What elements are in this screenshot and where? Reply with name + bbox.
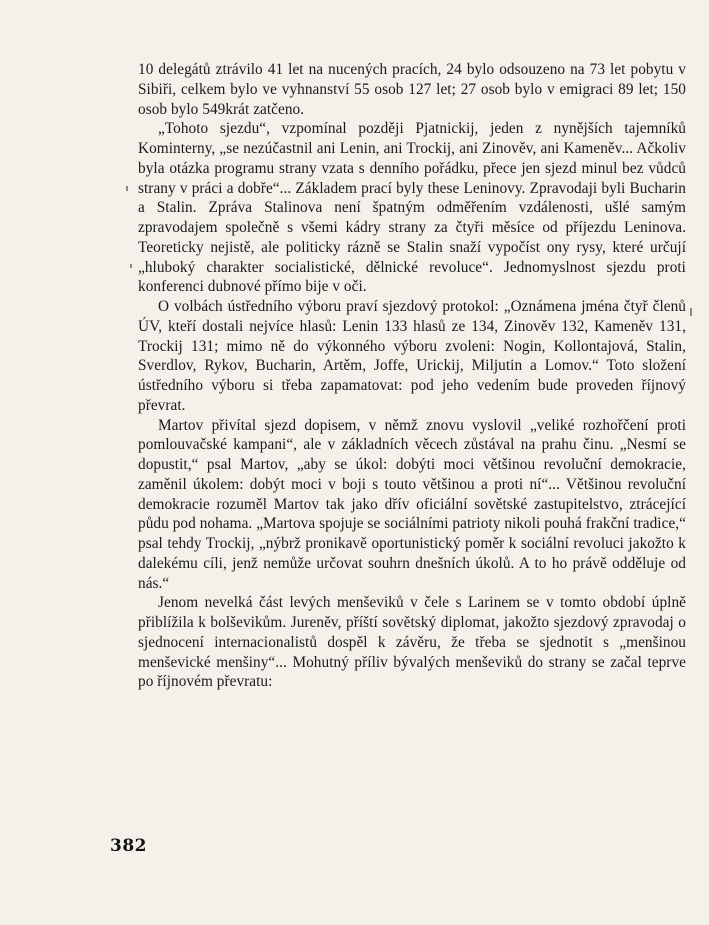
scan-mark	[126, 186, 128, 191]
paragraph-1: 10 delegátů ztrávilo 41 let na nucených pracích, 24 bylo odsouzeno na 73 let pobytu v Sibiři, celkem bylo ve vyhnanství 55 osob 127 let; 27 osob bylo v emigraci 89 let; 150 osob bylo 549krát zatčeno.	[138, 61, 686, 118]
body-text	[138, 60, 686, 692]
scan-mark	[130, 264, 132, 268]
scan-mark	[690, 308, 692, 316]
paragraph-5: Jenom nevelká část levých menševiků v čele s Larinem se v tomto období úplně přiblížila k bolševikům. Jureněv, příští sovětský diplomat, jakožto sjezdový zpravodaj o sjednocení internacionalistů dospěl k závěru, že třeba se sjednotit s „menšinou menševické menšiny“... Mohutný příliv bývalých menševiků do strany se začal teprve po říjnovém převratu:	[138, 594, 686, 691]
paragraph-4: Martov přivítal sjezd dopisem, v němž znovu vyslovil „veliké rozhořčení proti pomlouvačské kampani“, ale v základních věcech zůstával na prahu činu. „Nesmí se dopustit,“ psal Martov, „aby se úkol: dobýti moci většinou revoluční demokracie, zaměnil úkolem: dobýt moci v boji s touto většinou a proti ní“... Většinou revoluční demokracie rozuměl Martov tak jako dřív oficiální sovětské zastupitelstvo, ztrácející půdu pod nohama. „Martova spojuje se sociálními patrioty nikoli pouhá frakční tradice,“ psal tehdy Trockij, „nýbrž pronikavě oportunistický poměr k sociální revoluci jakožto k dalekému cíli, jenž nemůže určovat souhrn dnešních úkolů. A to ho právě odděluje od nás.“	[138, 416, 686, 592]
paragraph-3: O volbách ústředního výboru praví sjezdový protokol: „Oznámena jména čtyř členů ÚV, kteří dostali nejvíce hlasů: Lenin 133 hlasů ze 134, Zinověv 132, Kameněv 131, Trockij 131; mimo ně do výkonného výboru zvoleni: Nogin, Kollontajová, Stalin, Sverdlov, Rykov, Bucharin, Artěm, Joffe, Urickij, Miljutin a Lomov.“ Toto složení ústředního výboru si třeba zapamatovat: pod jeho vedením bude proveden říjnový převrat.	[138, 298, 686, 414]
page-number: 382	[110, 836, 147, 856]
paragraph-2: „Tohoto sjezdu“, vzpomínal později Pjatnickij, jeden z nynějších tajemníků Kominterny, „se nezúčastnil ani Lenin, ani Trockij, ani Zinověv, ani Kameněv... Ačkoliv byla otázka programu strany vzata s denního pořádku, přece jen sjezd minul bez vůdců strany v práci a dobře“... Základem prací byly these Leninovy. Zpravodaji byli Bucharin a Stalin. Zpráva Stalinova není špatným odměřením vzdálenosti, ušlé samým zpravodajem společně s všemi kádry strany za čtyři měsíce od příjezdu Leninova. Teoreticky nejistě, ale politicky rázně se Stalin snaží vypočíst ony rysy, které určují „hluboký charakter socialistické, dělnické revoluce“. Jednomyslnost sjezdu proti konferenci dubnové přímo bije v oči.	[138, 120, 686, 296]
